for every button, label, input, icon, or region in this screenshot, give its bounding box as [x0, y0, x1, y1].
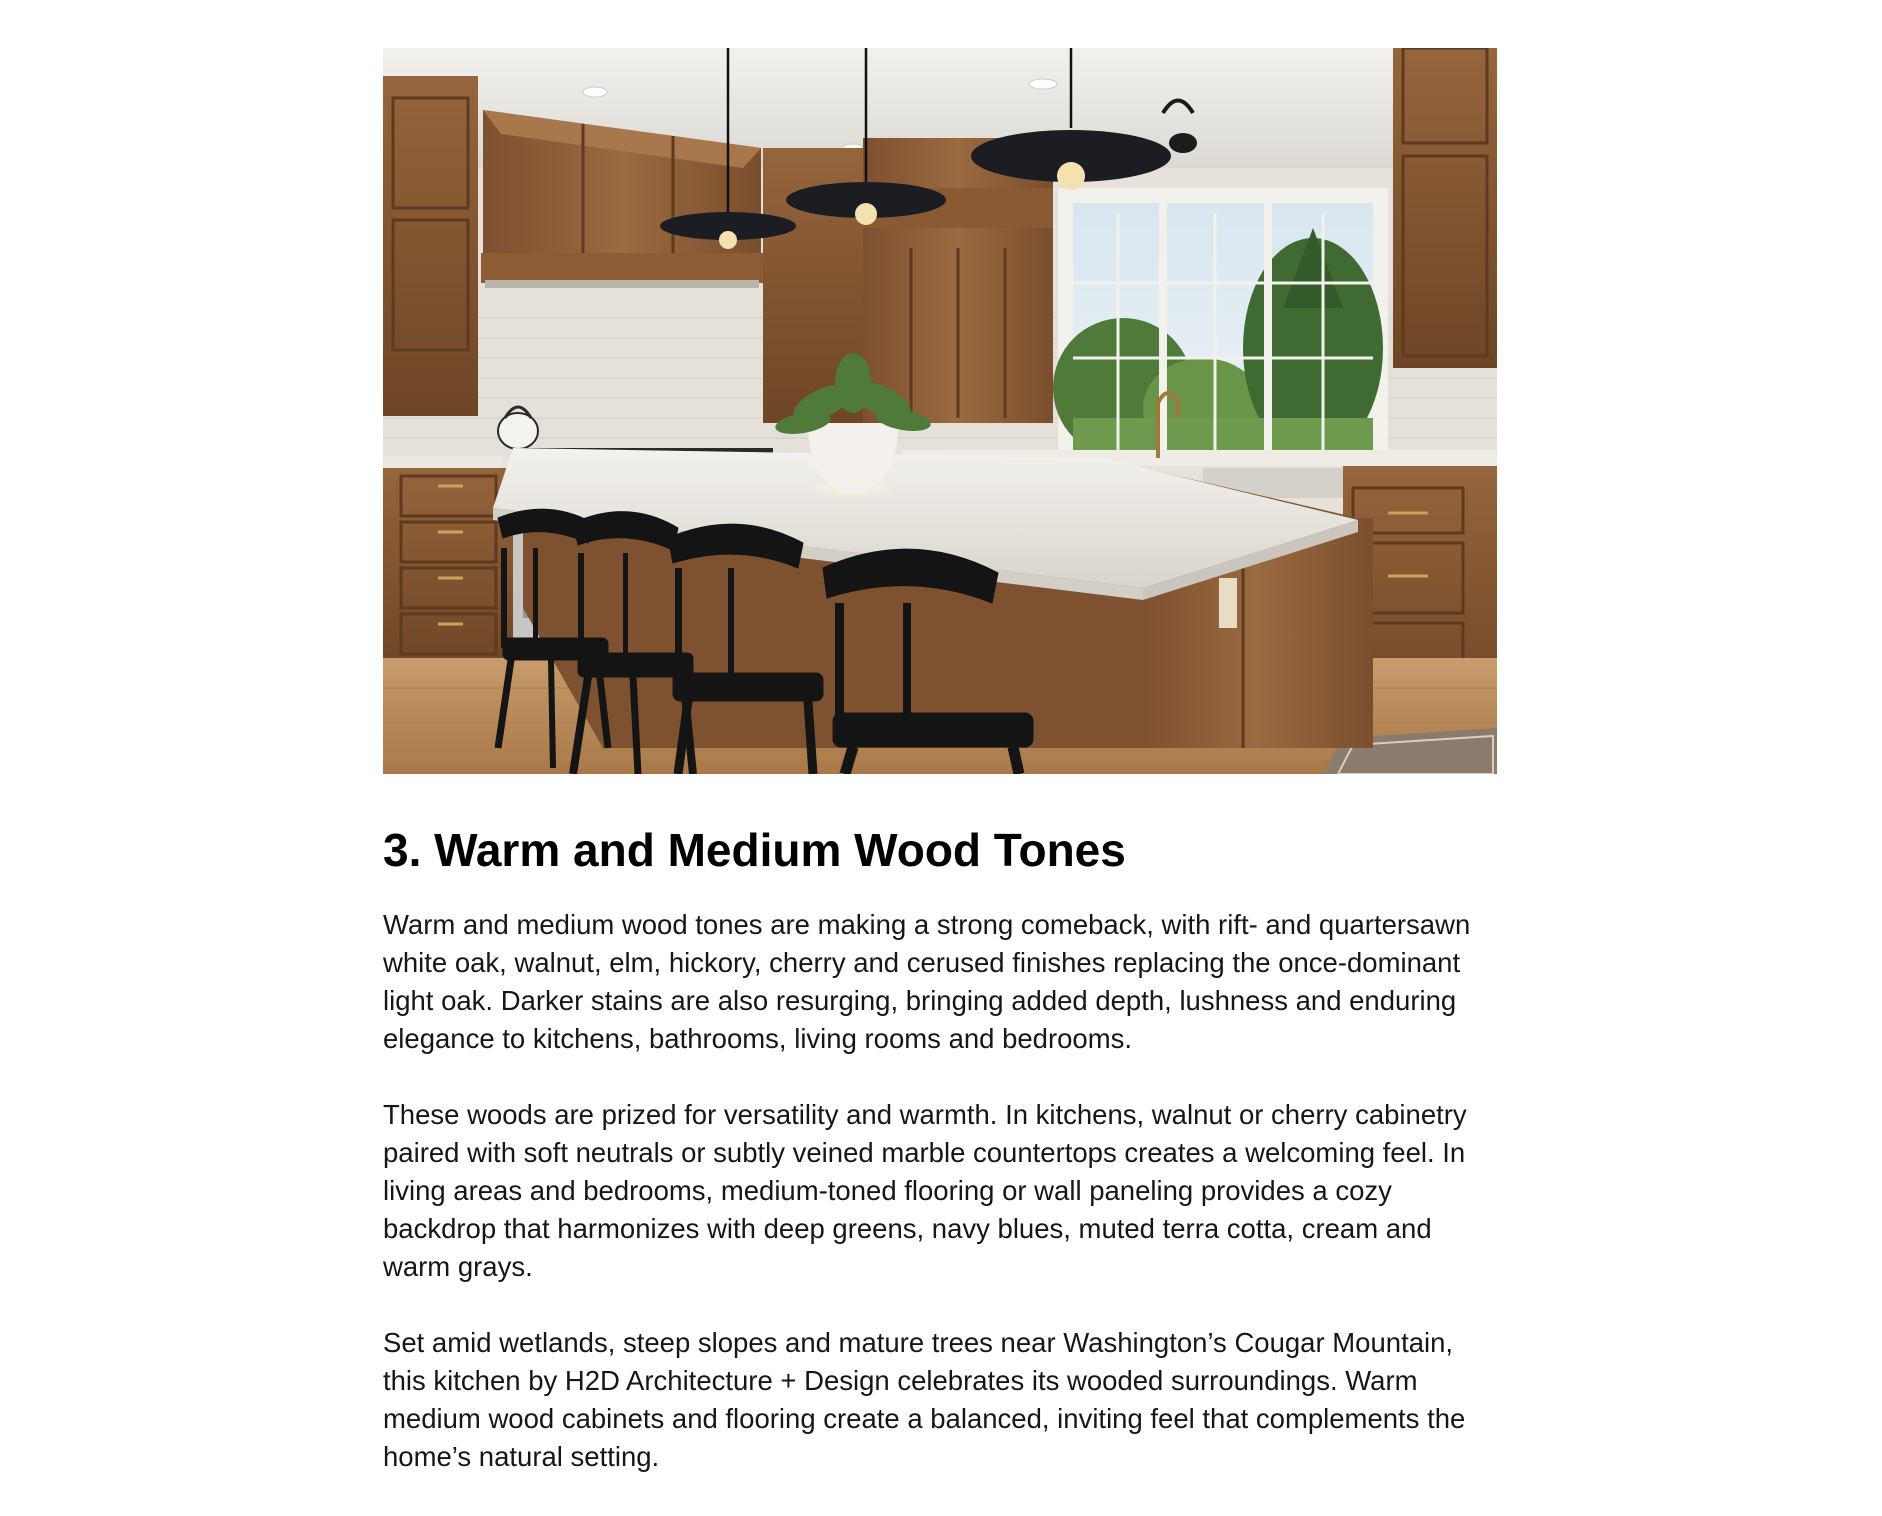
section-heading: 3. Warm and Medium Wood Tones — [383, 824, 1126, 876]
paragraph-2: These woods are prized for versatility and warmth. In kitchens, walnut or cherry cabinetry paired with soft neutrals or subtly veined marble countertops creates a welcoming feel. In living areas and bedrooms, medium-toned flooring or wall paneling provides a cozy backdrop that harmonizes with deep greens, navy blues, muted terra cotta, cream and warm grays. — [383, 1099, 1467, 1282]
paragraph-1: Warm and medium wood tones are making a strong comeback, with rift- and quartersawn white oak, walnut, elm, hickory, cherry and cerused finishes replacing the once-dominant light oak. Darker stains are also resurging, bringing added depth, lushness and enduring elegance to kitchens, bathrooms, living rooms and bedrooms. — [383, 909, 1471, 1054]
paragraph-3: Set amid wetlands, steep slopes and mature trees near Washington’s Cougar Mountain, this kitchen by H2D Architecture + Design celebrates its wooded surroundings. Warm medium wood cabinets and flooring create a balanced, inviting feel that complements the home’s natural setting. — [383, 1327, 1466, 1472]
kitchen-photo — [383, 48, 1497, 774]
article — [383, 48, 1497, 1476]
kitchen-illustration — [383, 48, 1497, 774]
